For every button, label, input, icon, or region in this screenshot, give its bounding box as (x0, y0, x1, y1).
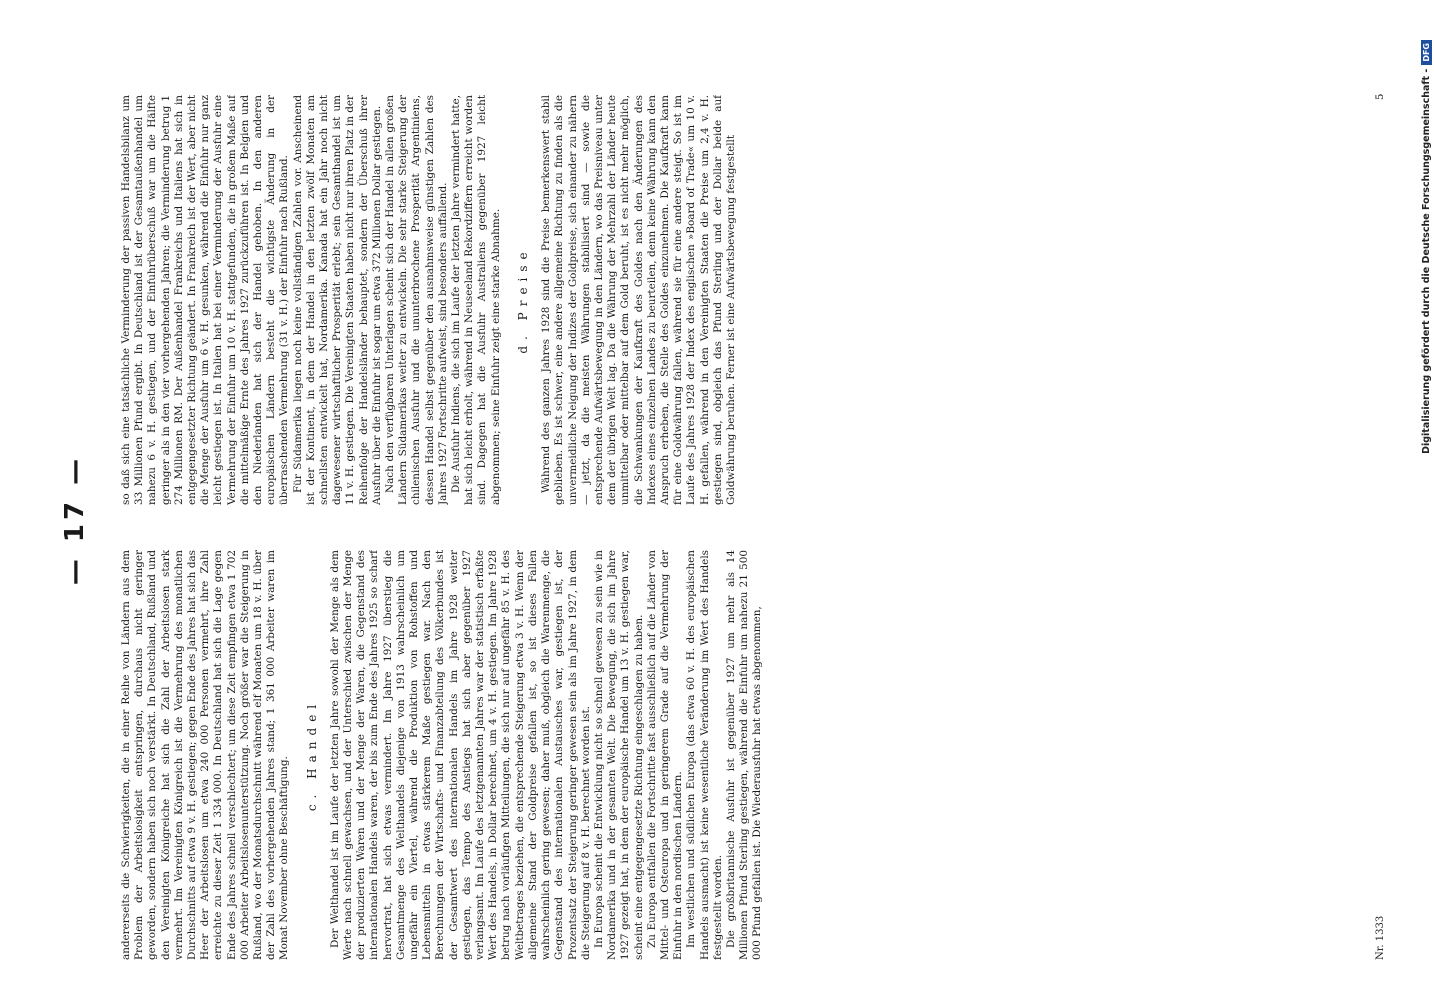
right-column (120, 95, 1360, 505)
left-paragraph: Der Welthandel ist im Laufe der letzten Jahre sowohl der Menge als dem Werte nach schnell gewachsen, und der Unterschied zwischen der Menge der produzierten Waren und der Menge der Waren, die Gegenstand des internationalen Handels waren, der bis zum Ende des Jahres 1925 so scharf hervortrat, hat sich etwas vermindert. Im Jahre 1927 überstieg die Gesamtmenge des Welthandels diejenige von 1913 wahrscheinlich um ungefähr ein Viertel, während die Produktion von Rohstoffen und Lebensmitteln in etwas stärkerem Maße gestiegen war. Nach den Berechnungen der Wirtschafts- und Finanzabteilung des Völkerbundes ist der Gesamtwert des internationalen Handels im Jahre 1928 weiter gestiegen, das Tempo des Anstiegs hat sich aber gegenüber 1927 verlangsamt. Im Laufe des letztgenannten Jahres war der statistisch erfaßte Wert des Handels, in Dollar berechnet, um 4 v. H. gestiegen. Im Jahre 1928 betrug nach vorläufigen Mitteilungen, die sich nur auf ungefähr 85 v. H. des Weltbetrages beziehen, die entsprechende Steigerung etwa 3 v. H. Wenn der allgemeine Stand der Goldpreise gefallen ist, so ist dieses Fallen wahrscheinlich gering gewesen; daher muß, obgleich die Warenmenge, die Gegenstand des internationalen Austausches war, gestiegen ist, der Prozentsatz der Steigerung geringer gewesen sein als im Jahre 1927, in dem die Steigerung auf 8 v. H. berechnet worden ist. (328, 550, 592, 960)
right-paragraph: so daß sich eine tatsächliche Verminderung der passiven Handelsbilanz um 33 Millionen Pfund ergibt. In Deutschland ist der Gesamtaußenhandel um nahezu 6 v. H. gestiegen, und der Einfuhrüberschuß war um die Hälfte geringer als in den vier vorhergehenden Jahren; die Verminderung betrug 1 274 Millionen RM. Der Außenhandel Frankreichs und Italiens hat sich in entgegengesetzter Richtung geändert. In Frankreich ist der Wert, aber nicht die Menge der Ausfuhr um 6 v. H. gesunken, während die Einfuhr nur ganz leicht gestiegen ist. In Italien hat bei einer Verminderung der Ausfuhr eine Vermehrung der Einfuhr um 10 v. H. stattgefunden, die in großem Maße auf die mittelmäßige Ernte des Jahres 1927 zurückzuführen ist. In Belgien und den Niederlanden hat sich der Handel gehoben. In den anderen europäischen Ländern besteht die wichtigste Änderung in der überraschenden Vermehrung (31 v. H.) der Einfuhr nach Rußland. (120, 95, 291, 505)
right-paragraph: Für Südamerika liegen noch keine vollständigen Zahlen vor. Anscheinend ist der Kontinent, in dem der Handel in den letzten zwölf Monaten am schnellsten entwickelt hat, Nordamerika. Kanada hat ein Jahr noch nicht dagewesener wirtschaftlicher Prosperität erlebt; sein Gesamthandel ist um 11 v. H. gestiegen. Die Vereinigten Staaten haben nicht nur ihren Platz in der Reihenfolge der Handelsländer behauptet, sondern der Überschuß ihrer Ausfuhr über die Einfuhr ist sogar um etwa 372 Millionen Dollar gestiegen. (291, 95, 383, 505)
left-paragraph: Zu Europa entfallen die Fortschritte fast ausschließlich auf die Länder von Mittel- und Osteuropa und in geringerem Grade auf die Vermehrung der Einfuhr in den nordischen Ländern. (645, 550, 685, 960)
section-heading-preise: d. Preise (515, 246, 530, 354)
section-heading-handel: c. Handel (304, 698, 319, 812)
left-paragraph: Die großbritannische Ausfuhr ist gegenüber 1927 um mehr als 14 Millionen Pfund Sterling gestiegen, während die Einfuhr um nahezu 21 500 000 Pfund gefallen ist. Die Wiederausfuhr hat etwas abgenommen, (724, 550, 764, 960)
digitization-credit (1418, 40, 1434, 960)
left-column (120, 550, 1360, 960)
signature-mark: 5 (1375, 93, 1386, 100)
document-page (60, 80, 1400, 960)
dfg-logo: DFG (1421, 40, 1432, 65)
right-paragraph: Die Ausfuhr Indiens, die sich im Laufe der letzten Jahre vermindert hatte, hat sich leicht erholt, während in Neuseeland Rekordziffern erreicht worden sind. Dagegen hat die Ausfuhr Australiens gegenüber 1927 leicht abgenommen; seine Einfuhr zeigt eine starke Abnahme. (450, 95, 502, 505)
right-paragraph: Während des ganzen Jahres 1928 sind die Preise bemerkenswert stabil geblieben. Es ist schwer, eine andere allgemeine Richtung zu finden als die unvermeidliche Neigung der Indizes der Goldpreise, sich einander zu nähern — jetzt, da die meisten Währungen stabilisiert sind — sowie die entsprechende Aufwärtsbewegung in den Ländern, wo das Preisniveau unter dem der übrigen Welt lag. Da die Währung der Mehrzahl der Länder heute unmittelbar oder mittelbar auf dem Gold beruht, ist es nicht mehr möglich, die Schwankungen der Kaufkraft des Goldes nach den Änderungen des Indexes eines einzelnen Landes zu beurteilen, denn keine Währung kann den Anspruch erheben, die Stelle des Goldes einzunehmen. Die Kaufkraft kann für eine Goldwährung fallen, während sie für eine andere steigt. So ist im Laufe des Jahres 1928 der Index des englischen »Board of Trade« um 10 v. H. gefallen, während in den Vereinigten Staaten die Preise um 2,4 v. H. gestiegen sind, obgleich das Pfund Sterling und der Dollar beide auf Goldwährung beruhen. Ferner ist eine Aufwärtsbewegung festgestellt (540, 95, 737, 505)
credit-text: Digitalisierung gefördert durch die Deutsche Forschungsgemeinschaft - (1420, 68, 1432, 454)
left-paragraph: andererseits die Schwierigkeiten, die in einer Reihe von Ländern aus dem Problem der Arbeitslosigkeit entspringen, durchaus nicht geringer geworden, sondern haben sich noch verstärkt. In Deutschland, Rußland und den Vereinigten Königreiche hat sich die Zahl der Arbeitslosen stark vermehrt. Im Vereinigten Königreich ist die Vermehrung des monatlichen Durchschnitts auf etwa 9 v. H. gestiegen; gegen Ende des Jahres hat sich das Heer der Arbeitslosen um etwa 240 000 Personen vermehrt, ihre Zahl erreichte zu dieser Zeit 1 334 000. In Deutschland hat sich die Lage gegen Ende des Jahres schnell verschlechtert; um diese Zeit empfingen etwa 1 702 000 Arbeiter Arbeitslosenunterstützung. Noch größer war die Steigerung in Rußland, wo der Monatsdurchschnitt während elf Monaten um 18 v. H. über der Zahl des vorhergehenden Jahres stand; 1 361 000 Arbeiter waren im Monat November ohne Beschäftigung. (120, 550, 291, 960)
document-number: Nr. 1333 (1375, 915, 1386, 960)
right-paragraph: Nach den verfügbaren Unterlagen scheint sich der Handel in allen großen Ländern Südamerikas weiter zu entwickeln. Die sehr starke Steigerung der chilenischen Ausfuhr und die ununterbrochene Prosperität Argentiniens, dessen Handel selbst gegenüber den ausnahmsweise günstigen Zahlen des Jahres 1927 Fortschritte aufweist, sind besonders auffallend. (384, 95, 449, 505)
page-number: — 17 — (60, 454, 90, 586)
left-paragraph: Im westlichen und südlichen Europa (das etwa 60 v. H. des europäischen Handels ausmacht) ist keine wesentliche Veränderung im Wert des Handels festgestellt worden. (685, 550, 724, 960)
left-paragraph: In Europa scheint die Entwicklung nicht so schnell gewesen zu sein wie in Nordamerika und in der gesamten Welt. Die Bewegung, die sich im Jahre 1927 gezeigt hat, in dem der europäische Handel um 13 v. H. gestiegen war, scheint eine entgegengesetzte Richtung eingeschlagen zu haben. (592, 550, 645, 960)
